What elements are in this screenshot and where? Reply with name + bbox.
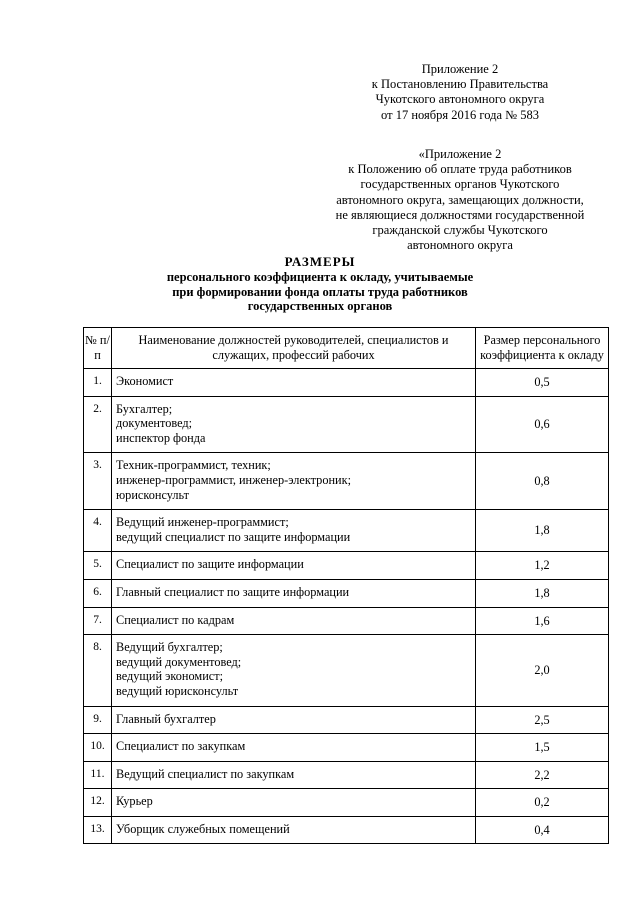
position-name-line: Специалист по закупкам [116, 739, 246, 754]
appendix-main-line: к Постановлению Правительства [371, 77, 549, 92]
document-title [130, 254, 510, 314]
position-name-line: Ведущий специалист по закупкам [116, 766, 295, 781]
row-number: 4. [84, 510, 112, 552]
position-name-line: инженер-программист, инженер-электроник; [116, 472, 352, 487]
coefficient-value: 1,8 [476, 579, 609, 607]
position-name-cell [112, 761, 476, 789]
position-name-line: Главный бухгалтер [116, 711, 216, 726]
position-name-cell [112, 552, 476, 580]
table-row [84, 552, 609, 580]
table-row [84, 453, 609, 510]
appendix-inner-line: автономного округа, замещающих должности, [336, 192, 584, 207]
position-name-line: Техник-программист, техник; [116, 458, 271, 473]
table-row [84, 369, 609, 397]
title-subtitle-line: при формировании фонда оплаты труда работников [172, 284, 468, 299]
table-body [84, 369, 609, 844]
position-name-line: Экономист [116, 374, 174, 388]
coefficient-value: 1,2 [476, 552, 609, 580]
table-row [84, 789, 609, 817]
position-name-cell [112, 369, 476, 397]
position-name-cell [112, 706, 476, 734]
row-number: 10. [84, 734, 112, 762]
coefficient-value: 0,4 [476, 816, 609, 844]
coefficient-value: 0,2 [476, 789, 609, 817]
header-position-name: Наименование должностей руководителей, специалистов и служащих, профессий рабочих [112, 328, 476, 369]
row-number: 13. [84, 816, 112, 844]
appendix-inner-line: гражданской службы Чукотского [372, 223, 548, 238]
position-name-cell [112, 635, 476, 706]
position-name-line: Ведущий инженер-программист; [116, 515, 289, 530]
row-number: 6. [84, 579, 112, 607]
appendix-inner-line: к Положению об оплате труда работников [348, 162, 572, 177]
appendix-main-line: от 17 ноября 2016 года № 583 [381, 107, 539, 122]
row-number: 8. [84, 635, 112, 706]
position-name-cell [112, 789, 476, 817]
position-name-line: Уборщик служебных помещений [116, 821, 290, 836]
coefficient-value: 2,5 [476, 706, 609, 734]
appendix-inner-line: государственных органов Чукотского [360, 177, 560, 192]
table-row [84, 761, 609, 789]
coefficient-value: 2,0 [476, 635, 609, 706]
position-name-cell [112, 607, 476, 635]
position-name-cell [112, 510, 476, 552]
coefficient-value: 0,5 [476, 369, 609, 397]
position-name-line: ведущий специалист по защите информации [116, 529, 351, 544]
coefficient-value: 0,8 [476, 453, 609, 510]
row-number: 9. [84, 706, 112, 734]
appendix-inner-line: автономного округа [407, 238, 513, 253]
position-name-cell [112, 816, 476, 844]
appendix-inner-line: «Приложение 2 [418, 147, 502, 161]
table-row [84, 635, 609, 706]
coefficient-value: 1,6 [476, 607, 609, 635]
title-subtitle-line: государственных органов [247, 299, 393, 313]
row-number: 2. [84, 396, 112, 453]
row-number: 11. [84, 761, 112, 789]
row-number: 12. [84, 789, 112, 817]
table-row [84, 607, 609, 635]
position-name-line: Курьер [116, 794, 153, 809]
table-row [84, 816, 609, 844]
position-name-line: Бухгалтер; [116, 401, 173, 416]
position-name-line: Ведущий бухгалтер; [116, 640, 223, 655]
position-name-line: ведущий документовед; [116, 654, 242, 669]
table-row [84, 579, 609, 607]
appendix-main-block [300, 62, 620, 123]
position-name-cell [112, 396, 476, 453]
title-heading: РАЗМЕРЫ [284, 254, 356, 269]
row-number: 5. [84, 552, 112, 580]
table-row [84, 706, 609, 734]
table-row [84, 396, 609, 453]
position-name-line: документовед; [116, 416, 193, 431]
row-number: 7. [84, 607, 112, 635]
position-name-cell [112, 453, 476, 510]
coefficient-value: 0,6 [476, 396, 609, 453]
appendix-inner-block [300, 147, 620, 253]
appendix-inner-line: не являющиеся должностями государственной [335, 207, 585, 222]
position-name-line: ведущий юрисконсульт [116, 683, 239, 698]
coefficient-value: 1,5 [476, 734, 609, 762]
title-subtitle-line: персонального коэффициента к окладу, учитываемые [166, 270, 474, 284]
position-name-line: ведущий экономист; [116, 669, 224, 684]
coefficient-value: 1,8 [476, 510, 609, 552]
row-number: 3. [84, 453, 112, 510]
coefficient-value: 2,2 [476, 761, 609, 789]
row-number: 1. [84, 369, 112, 397]
position-name-cell [112, 734, 476, 762]
table-row [84, 510, 609, 552]
table-row [84, 734, 609, 762]
position-name-line: Специалист по защите информации [116, 557, 304, 572]
position-name-cell [112, 579, 476, 607]
appendix-main-line: Приложение 2 [421, 62, 499, 76]
table-header-row [84, 328, 609, 369]
appendix-main-line: Чукотского автономного округа [375, 92, 545, 107]
position-name-line: юрисконсульт [116, 487, 190, 502]
position-name-line: Главный специалист по защите информации [116, 584, 350, 599]
position-name-line: инспектор фонда [116, 430, 206, 445]
position-name-line: Специалист по кадрам [116, 612, 235, 627]
coefficient-table [83, 327, 609, 844]
header-coefficient: Размер персонального коэффициента к окладу [476, 328, 609, 369]
header-number: № п/п [84, 328, 112, 369]
